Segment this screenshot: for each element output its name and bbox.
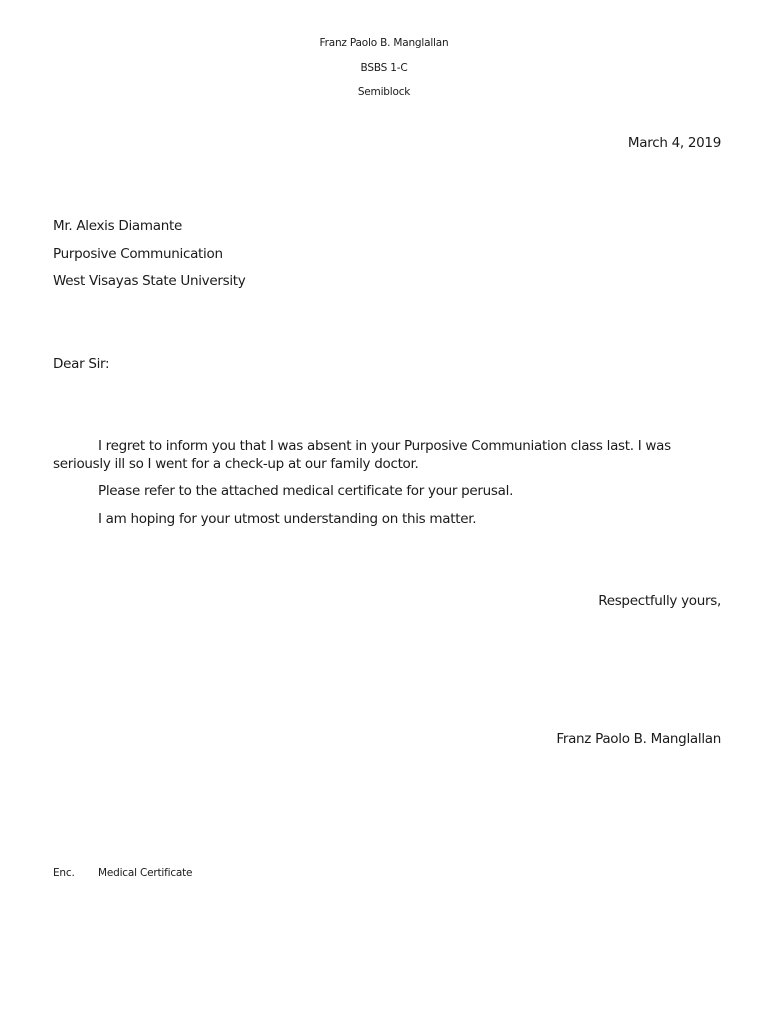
letter-date: March 4, 2019 (627, 135, 721, 151)
recipient-department: Purposive Communication (53, 246, 223, 262)
header-section: BSBS 1-C (360, 62, 408, 74)
recipient-name: Mr. Alexis Diamante (53, 218, 182, 234)
body-paragraph-1: I regret to inform you that I was absent in your Purposive Communiation class last. I was seriously ill so I went for a check-up at our family doctor. (53, 438, 671, 472)
complimentary-close: Respectfully yours, (598, 593, 721, 609)
recipient-school: West Visayas State University (53, 273, 246, 289)
salutation: Dear Sir: (53, 356, 110, 372)
enclosure-item: Medical Certificate (98, 867, 193, 879)
body-paragraph-3: I am hoping for your utmost understanding on this matter. (98, 511, 477, 527)
signature-name: Franz Paolo B. Manglallan (556, 731, 721, 747)
header-name: Franz Paolo B. Manglallan (319, 37, 449, 49)
header-format: Semiblock (357, 86, 411, 98)
body-paragraph-2: Please refer to the attached medical certificate for your perusal. (98, 483, 514, 499)
enclosure-label: Enc. (53, 867, 75, 879)
